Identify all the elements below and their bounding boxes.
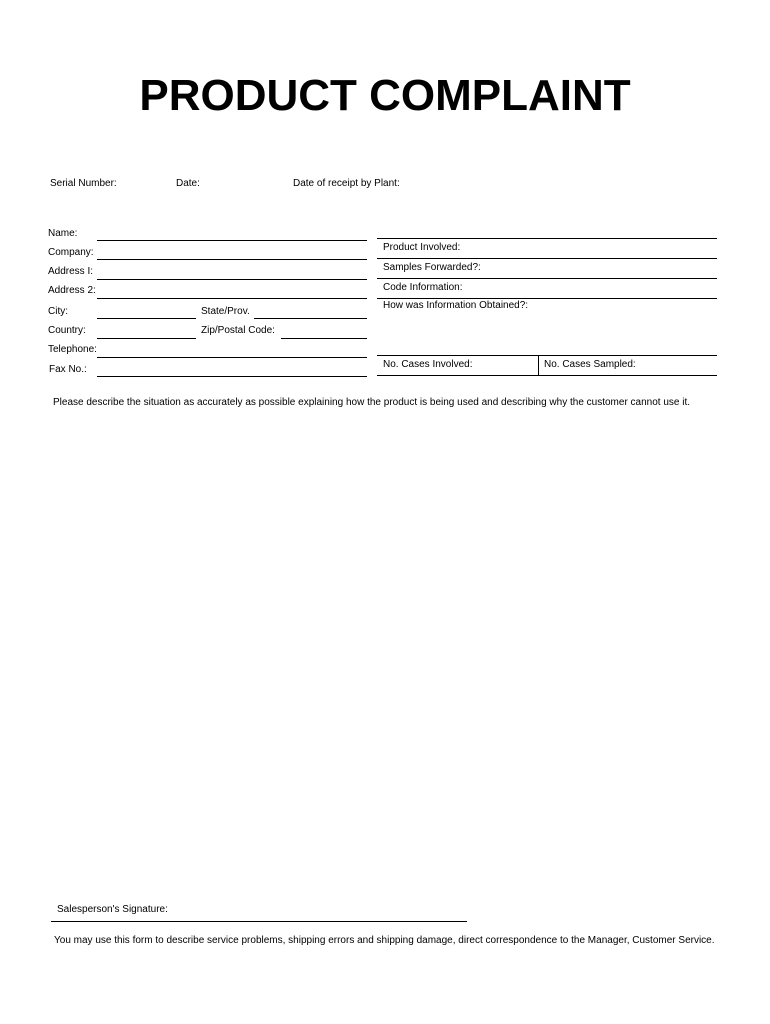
cases-involved-label: No. Cases Involved:	[383, 359, 473, 370]
country-label: Country:	[48, 325, 86, 336]
fax-label: Fax No.:	[49, 364, 87, 375]
form-title: PRODUCT COMPLAINT	[139, 71, 631, 120]
samples-forwarded-label: Samples Forwarded?:	[383, 262, 481, 273]
telephone-label: Telephone:	[48, 344, 97, 355]
company-field-line[interactable]	[97, 259, 367, 260]
zip-field-line[interactable]	[281, 338, 367, 339]
product-involved-line[interactable]	[377, 258, 717, 259]
serial-number-label: Serial Number:	[50, 178, 117, 189]
city-label: City:	[48, 306, 68, 317]
product-block-top-line	[377, 238, 717, 239]
fax-field-line[interactable]	[97, 376, 367, 377]
address1-field-line[interactable]	[97, 279, 367, 280]
state-label: State/Prov.	[201, 306, 250, 317]
how-obtained-label: How was Information Obtained?:	[383, 300, 529, 311]
telephone-field-line[interactable]	[97, 357, 367, 358]
address2-label: Address 2:	[48, 285, 96, 296]
zip-label: Zip/Postal Code:	[201, 325, 275, 336]
address1-label: Address I:	[48, 266, 94, 277]
footer-note: You may use this form to describe service problems, shipping errors and shipping damage, direct correspondence to the Manager, Customer Service.	[54, 935, 715, 946]
date-receipt-label: Date of receipt by Plant:	[293, 178, 400, 189]
cases-divider	[538, 355, 539, 375]
date-label: Date:	[176, 178, 200, 189]
company-label: Company:	[48, 247, 94, 258]
signature-line[interactable]	[51, 921, 467, 922]
how-obtained-line[interactable]	[377, 355, 717, 356]
instructions-text: Please describe the situation as accurately as possible explaining how the product is being used and describing why the customer cannot use it.	[53, 397, 691, 408]
country-field-line[interactable]	[97, 338, 196, 339]
code-information-line[interactable]	[377, 298, 717, 299]
city-field-line[interactable]	[97, 318, 196, 319]
product-involved-label: Product Involved:	[383, 242, 461, 253]
code-information-label: Code Information:	[383, 282, 463, 293]
samples-forwarded-line[interactable]	[377, 278, 717, 279]
signature-label: Salesperson's Signature:	[57, 904, 168, 915]
cases-bottom-line[interactable]	[377, 375, 717, 376]
state-field-line[interactable]	[254, 318, 367, 319]
address2-field-line[interactable]	[97, 298, 367, 299]
name-label: Name:	[48, 228, 78, 239]
cases-sampled-label: No. Cases Sampled:	[544, 359, 636, 370]
name-field-line[interactable]	[97, 240, 367, 241]
description-area[interactable]	[48, 415, 718, 895]
